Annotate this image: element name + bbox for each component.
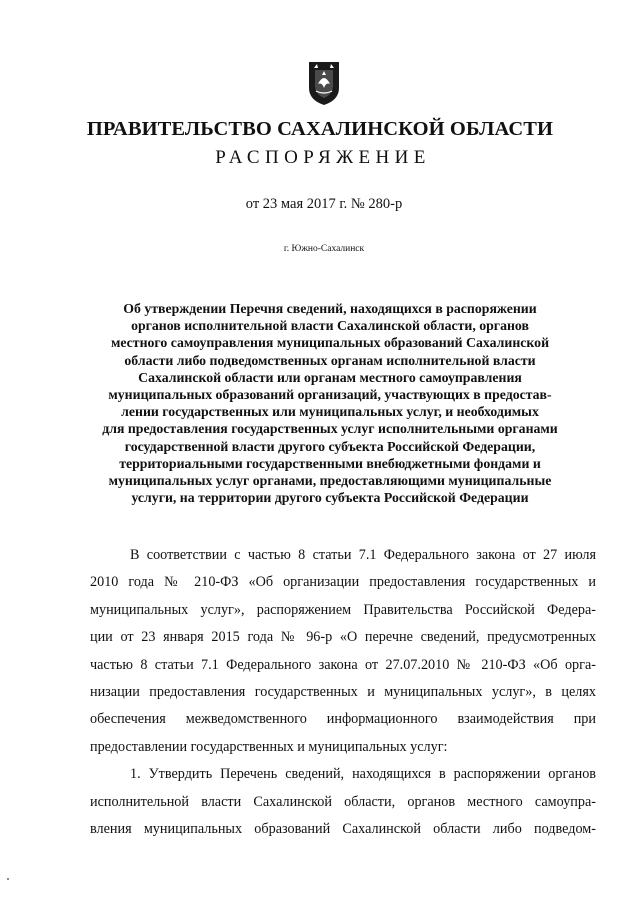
body-line: вления муниципальных образований Сахалинской области либо подведом- (90, 821, 596, 838)
heading-line: государственной власти другого субъекта Российской Федерации, (124, 438, 536, 454)
body-line: 2010 года № 210-ФЗ «Об организации предоставления государственных и (90, 574, 596, 591)
document-body (90, 542, 596, 843)
document-type: РАСПОРЯЖЕНИЕ (215, 147, 431, 168)
body-line: 1. Утвердить Перечень сведений, находящихся в распоряжении органов (130, 766, 596, 783)
heading-line: лении государственных или муниципальных услуг, и необходимых (121, 404, 539, 420)
heading-line: муниципальных услуг органами, предоставляющими муниципальные (108, 473, 552, 489)
scan-speck (7, 878, 9, 880)
body-line: В соответствии с частью 8 статьи 7.1 Федерального закона от 27 июля (130, 547, 596, 563)
government-title: ПРАВИТЕЛЬСТВО САХАЛИНСКОЙ ОБЛАСТИ (86, 118, 554, 140)
heading-line: для предоставления государственных услуг исполнительными органами (102, 421, 558, 437)
body-line: ции от 23 января 2015 года № 96-р «О перечне сведений, предусмотренных (90, 629, 596, 646)
document-heading (58, 300, 602, 506)
sakhalin-coat-of-arms-icon (306, 58, 342, 106)
body-line: муниципальных услуг», распоряжением Правительства Российской Федера- (90, 601, 596, 618)
body-line: обеспечения межведомственного информационного взаимодействия при (90, 711, 596, 728)
heading-line: территориальными государственными внебюджетными фондами и (119, 455, 541, 471)
document-city: г. Южно-Сахалинск (283, 244, 365, 254)
heading-line: области либо подведомственных органам исполнительной власти (124, 352, 536, 368)
body-line: частью 8 статьи 7.1 Федерального закона от 27.07.2010 № 210-ФЗ «Об орга- (90, 656, 596, 673)
heading-line: муниципальных образований организаций, участвующих в предостав- (108, 387, 552, 403)
heading-line: местного самоуправления муниципальных образований Сахалинской (110, 335, 550, 351)
heading-line: Об утверждении Перечня сведений, находящихся в распоряжении (123, 301, 537, 316)
document-date-number: от 23 мая 2017 г. № 280-р (245, 196, 403, 212)
body-line: низации предоставления государственных и муниципальных услуг», в целях (90, 684, 596, 701)
body-line: предоставлении государственных и муниципальных услуг: (90, 738, 448, 755)
heading-line: Сахалинской области или органам местного самоуправления (138, 369, 522, 385)
body-line: исполнительной власти Сахалинской области, органов местного самоупра- (90, 793, 596, 810)
heading-line: услуги, на территории другого субъекта Российской Федерации (131, 490, 529, 506)
heading-line: органов исполнительной власти Сахалинской области, органов (131, 318, 529, 334)
